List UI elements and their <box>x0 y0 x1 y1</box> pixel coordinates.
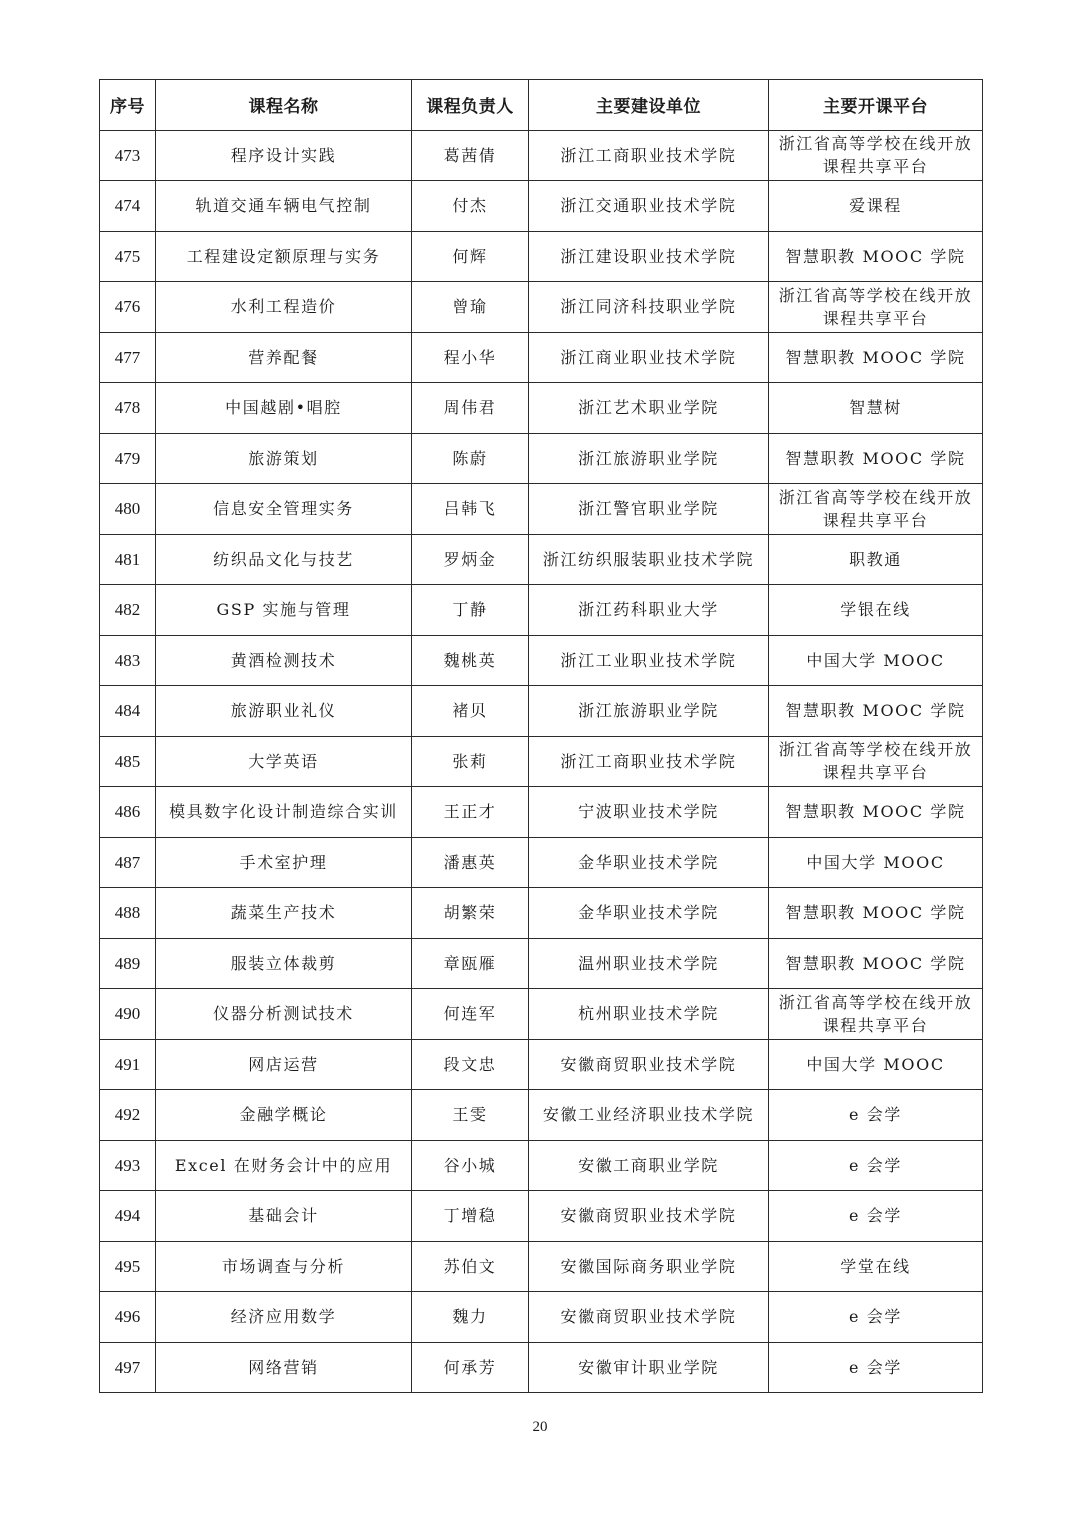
cell-course-leader: 丁静 <box>412 585 529 636</box>
cell-course-leader: 魏力 <box>412 1292 529 1343</box>
cell-no: 482 <box>100 585 156 636</box>
cell-no: 486 <box>100 787 156 838</box>
cell-main-unit: 金华职业技术学院 <box>529 837 769 888</box>
table-row <box>100 534 983 585</box>
cell-course-leader: 陈蔚 <box>412 433 529 484</box>
cell-main-platform: 浙江省高等学校在线开放课程共享平台 <box>769 989 983 1040</box>
cell-course-name: 旅游策划 <box>156 433 412 484</box>
cell-course-name: 轨道交通车辆电气控制 <box>156 181 412 232</box>
cell-main-unit: 温州职业技术学院 <box>529 938 769 989</box>
cell-main-platform: 学银在线 <box>769 585 983 636</box>
cell-main-platform: e 会学 <box>769 1342 983 1393</box>
cell-no: 477 <box>100 332 156 383</box>
cell-main-unit: 浙江艺术职业学院 <box>529 383 769 434</box>
cell-course-name: 营养配餐 <box>156 332 412 383</box>
cell-main-platform: 学堂在线 <box>769 1241 983 1292</box>
table-row <box>100 1140 983 1191</box>
cell-main-unit: 安徽商贸职业技术学院 <box>529 1039 769 1090</box>
cell-main-unit: 安徽工商职业学院 <box>529 1140 769 1191</box>
cell-no: 490 <box>100 989 156 1040</box>
cell-main-unit: 宁波职业技术学院 <box>529 787 769 838</box>
cell-no: 488 <box>100 888 156 939</box>
cell-course-leader: 苏伯文 <box>412 1241 529 1292</box>
header-no: 序号 <box>100 80 156 131</box>
table-header <box>100 80 983 131</box>
table-row <box>100 686 983 737</box>
cell-main-platform: e 会学 <box>769 1292 983 1343</box>
table-row <box>100 1292 983 1343</box>
page-number: 20 <box>532 1419 548 1435</box>
cell-main-platform: 智慧职教 MOOC 学院 <box>769 433 983 484</box>
cell-course-leader: 张莉 <box>412 736 529 787</box>
cell-course-leader: 章瓯雁 <box>412 938 529 989</box>
cell-no: 489 <box>100 938 156 989</box>
cell-no: 475 <box>100 231 156 282</box>
cell-course-name: 蔬菜生产技术 <box>156 888 412 939</box>
table-row <box>100 484 983 535</box>
table-row <box>100 383 983 434</box>
cell-course-name: 旅游职业礼仪 <box>156 686 412 737</box>
cell-main-platform: 浙江省高等学校在线开放课程共享平台 <box>769 736 983 787</box>
header-course-name: 课程名称 <box>156 80 412 131</box>
table-row <box>100 1039 983 1090</box>
cell-no: 473 <box>100 130 156 181</box>
cell-course-leader: 谷小城 <box>412 1140 529 1191</box>
header-course-leader: 课程负责人 <box>412 80 529 131</box>
table-row <box>100 1342 983 1393</box>
cell-course-leader: 罗炳金 <box>412 534 529 585</box>
cell-no: 496 <box>100 1292 156 1343</box>
cell-course-leader: 段文忠 <box>412 1039 529 1090</box>
table-row <box>100 938 983 989</box>
cell-course-name: 服装立体裁剪 <box>156 938 412 989</box>
cell-course-name: 黄酒检测技术 <box>156 635 412 686</box>
header-main-unit: 主要建设单位 <box>529 80 769 131</box>
cell-main-platform: 爱课程 <box>769 181 983 232</box>
cell-no: 476 <box>100 282 156 333</box>
cell-no: 492 <box>100 1090 156 1141</box>
cell-course-leader: 吕韩飞 <box>412 484 529 535</box>
table-row <box>100 635 983 686</box>
cell-main-unit: 浙江建设职业技术学院 <box>529 231 769 282</box>
cell-main-unit: 浙江警官职业学院 <box>529 484 769 535</box>
cell-course-name: 仪器分析测试技术 <box>156 989 412 1040</box>
cell-no: 491 <box>100 1039 156 1090</box>
cell-course-leader: 潘惠英 <box>412 837 529 888</box>
cell-course-leader: 王雯 <box>412 1090 529 1141</box>
cell-main-unit: 杭州职业技术学院 <box>529 989 769 1040</box>
cell-main-unit: 浙江旅游职业学院 <box>529 686 769 737</box>
cell-main-platform: 智慧职教 MOOC 学院 <box>769 231 983 282</box>
cell-course-name: 程序设计实践 <box>156 130 412 181</box>
cell-course-leader: 胡繁荣 <box>412 888 529 939</box>
cell-main-unit: 浙江工商职业技术学院 <box>529 736 769 787</box>
cell-main-platform: 智慧树 <box>769 383 983 434</box>
cell-main-platform: 智慧职教 MOOC 学院 <box>769 888 983 939</box>
table-row <box>100 888 983 939</box>
cell-main-platform: 中国大学 MOOC <box>769 635 983 686</box>
cell-course-name: 大学英语 <box>156 736 412 787</box>
table-row <box>100 282 983 333</box>
cell-main-unit: 安徽商贸职业技术学院 <box>529 1292 769 1343</box>
cell-main-unit: 安徽工业经济职业技术学院 <box>529 1090 769 1141</box>
table-row <box>100 837 983 888</box>
cell-course-name: 金融学概论 <box>156 1090 412 1141</box>
cell-main-unit: 浙江工业职业技术学院 <box>529 635 769 686</box>
cell-no: 497 <box>100 1342 156 1393</box>
cell-main-platform: e 会学 <box>769 1090 983 1141</box>
cell-main-unit: 浙江药科职业大学 <box>529 585 769 636</box>
table-row <box>100 433 983 484</box>
cell-course-name: 纺织品文化与技艺 <box>156 534 412 585</box>
cell-course-name: 中国越剧•唱腔 <box>156 383 412 434</box>
cell-main-unit: 浙江商业职业技术学院 <box>529 332 769 383</box>
cell-main-unit: 安徽国际商务职业学院 <box>529 1241 769 1292</box>
table-row <box>100 585 983 636</box>
cell-main-platform: 浙江省高等学校在线开放课程共享平台 <box>769 130 983 181</box>
cell-main-platform: e 会学 <box>769 1140 983 1191</box>
cell-course-name: 市场调查与分析 <box>156 1241 412 1292</box>
course-table <box>99 79 983 1393</box>
table-row <box>100 736 983 787</box>
table-row <box>100 787 983 838</box>
table-row <box>100 332 983 383</box>
cell-main-platform: e 会学 <box>769 1191 983 1242</box>
cell-no: 494 <box>100 1191 156 1242</box>
cell-course-leader: 何连军 <box>412 989 529 1040</box>
cell-no: 478 <box>100 383 156 434</box>
cell-main-platform: 中国大学 MOOC <box>769 837 983 888</box>
cell-no: 485 <box>100 736 156 787</box>
table-row <box>100 989 983 1040</box>
cell-no: 479 <box>100 433 156 484</box>
cell-main-platform: 智慧职教 MOOC 学院 <box>769 686 983 737</box>
cell-no: 495 <box>100 1241 156 1292</box>
cell-course-leader: 何承芳 <box>412 1342 529 1393</box>
cell-course-leader: 魏桃英 <box>412 635 529 686</box>
cell-course-leader: 何辉 <box>412 231 529 282</box>
cell-course-leader: 王正才 <box>412 787 529 838</box>
cell-course-name: Excel 在财务会计中的应用 <box>156 1140 412 1191</box>
cell-course-name: 基础会计 <box>156 1191 412 1242</box>
cell-course-leader: 程小华 <box>412 332 529 383</box>
table-row <box>100 1191 983 1242</box>
cell-main-unit: 安徽审计职业学院 <box>529 1342 769 1393</box>
cell-main-unit: 浙江同济科技职业学院 <box>529 282 769 333</box>
cell-main-unit: 浙江旅游职业学院 <box>529 433 769 484</box>
cell-main-platform: 职教通 <box>769 534 983 585</box>
cell-main-platform: 中国大学 MOOC <box>769 1039 983 1090</box>
cell-main-unit: 浙江交通职业技术学院 <box>529 181 769 232</box>
table-row <box>100 130 983 181</box>
cell-main-platform: 智慧职教 MOOC 学院 <box>769 332 983 383</box>
cell-main-platform: 浙江省高等学校在线开放课程共享平台 <box>769 484 983 535</box>
cell-no: 483 <box>100 635 156 686</box>
cell-course-leader: 葛茜倩 <box>412 130 529 181</box>
cell-main-unit: 金华职业技术学院 <box>529 888 769 939</box>
table-row <box>100 181 983 232</box>
table-body <box>100 130 983 1393</box>
cell-course-leader: 周伟君 <box>412 383 529 434</box>
cell-course-leader: 褚贝 <box>412 686 529 737</box>
cell-main-unit: 浙江纺织服装职业技术学院 <box>529 534 769 585</box>
cell-main-platform: 浙江省高等学校在线开放课程共享平台 <box>769 282 983 333</box>
cell-main-platform: 智慧职教 MOOC 学院 <box>769 938 983 989</box>
cell-course-name: 网店运营 <box>156 1039 412 1090</box>
cell-main-unit: 安徽商贸职业技术学院 <box>529 1191 769 1242</box>
cell-course-leader: 付杰 <box>412 181 529 232</box>
cell-no: 481 <box>100 534 156 585</box>
cell-no: 487 <box>100 837 156 888</box>
table-row <box>100 1241 983 1292</box>
cell-no: 480 <box>100 484 156 535</box>
cell-course-name: GSP 实施与管理 <box>156 585 412 636</box>
cell-course-name: 模具数字化设计制造综合实训 <box>156 787 412 838</box>
cell-course-name: 工程建设定额原理与实务 <box>156 231 412 282</box>
table-row <box>100 1090 983 1141</box>
cell-course-leader: 丁增稳 <box>412 1191 529 1242</box>
cell-main-unit: 浙江工商职业技术学院 <box>529 130 769 181</box>
cell-no: 474 <box>100 181 156 232</box>
cell-main-platform: 智慧职教 MOOC 学院 <box>769 787 983 838</box>
cell-course-name: 网络营销 <box>156 1342 412 1393</box>
cell-course-name: 手术室护理 <box>156 837 412 888</box>
cell-course-name: 经济应用数学 <box>156 1292 412 1343</box>
cell-course-leader: 曾瑜 <box>412 282 529 333</box>
header-row <box>100 80 983 131</box>
cell-no: 493 <box>100 1140 156 1191</box>
header-main-platform: 主要开课平台 <box>769 80 983 131</box>
table-row <box>100 231 983 282</box>
cell-course-name: 水利工程造价 <box>156 282 412 333</box>
cell-no: 484 <box>100 686 156 737</box>
cell-course-name: 信息安全管理实务 <box>156 484 412 535</box>
